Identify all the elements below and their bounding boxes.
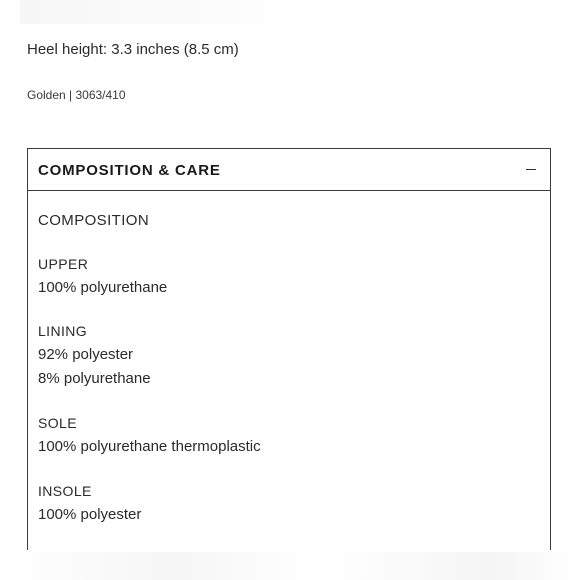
group-value-lining-2: 8% polyurethane	[38, 370, 151, 387]
group-value-upper-1: 100% polyurethane	[38, 279, 168, 296]
group-label-upper: UPPER	[38, 256, 89, 272]
product-reference: Golden | 3063/410	[27, 88, 126, 102]
group-label-lining: LINING	[38, 323, 88, 339]
composition-heading: COMPOSITION	[38, 212, 150, 229]
accordion-title: COMPOSITION & CARE	[38, 162, 221, 179]
minus-icon[interactable]	[526, 169, 536, 170]
heel-height-text: Heel height: 3.3 inches (8.5 cm)	[27, 41, 239, 58]
group-label-sole: SOLE	[38, 415, 77, 431]
top-faded-strip	[20, 0, 310, 24]
accordion-header[interactable]	[28, 149, 550, 191]
bottom-faded-strip	[0, 552, 580, 580]
group-value-lining-1: 92% polyester	[38, 346, 134, 363]
group-value-insole-1: 100% polyester	[38, 506, 142, 523]
group-label-insole: INSOLE	[38, 483, 92, 499]
composition-care-accordion	[27, 148, 551, 550]
group-value-sole-1: 100% polyurethane thermoplastic	[38, 438, 261, 455]
